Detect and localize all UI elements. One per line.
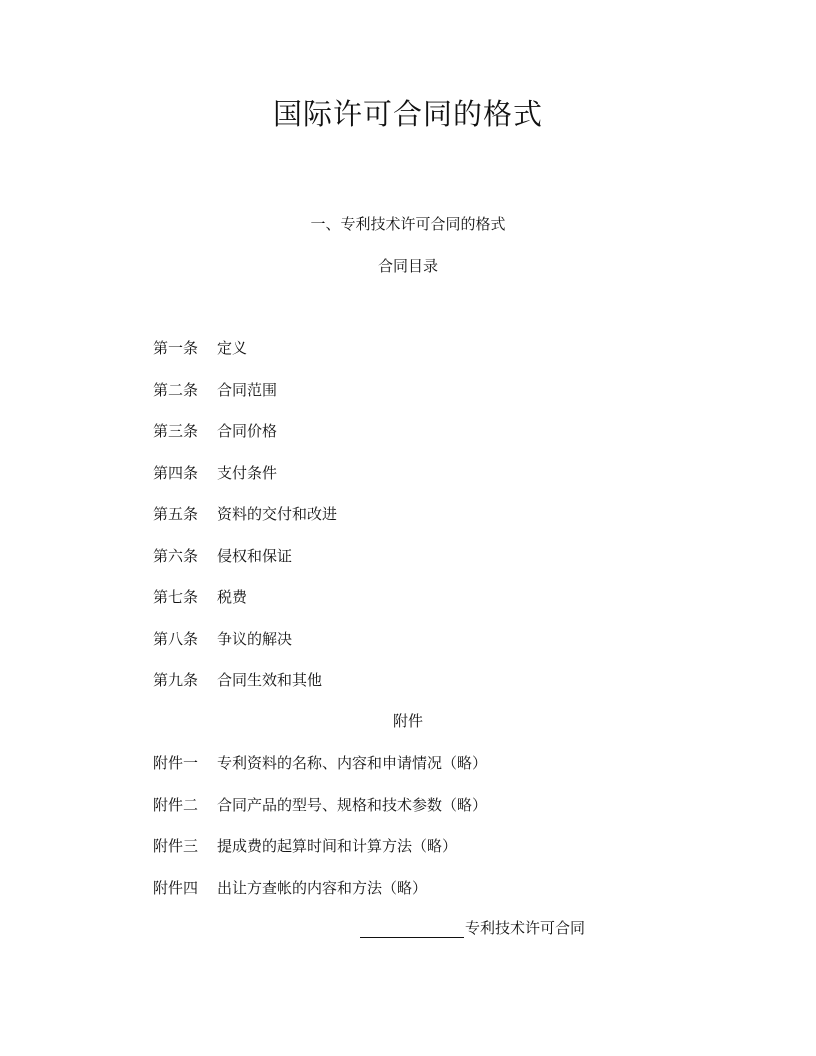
toc-item <box>153 420 713 462</box>
attachment-item <box>153 752 713 794</box>
toc-item <box>153 628 713 670</box>
toc-heading: 合同目录 <box>377 257 438 275</box>
toc-item-text: 定义 <box>217 339 248 357</box>
toc-item-number: 第二条 <box>153 380 199 399</box>
blank-underline <box>360 917 464 938</box>
toc-item-text: 合同范围 <box>217 380 278 399</box>
toc-item-number: 第三条 <box>153 422 199 440</box>
attachment-item <box>153 835 713 877</box>
toc-item <box>153 337 713 379</box>
toc-item-text: 税费 <box>217 588 248 606</box>
attachment-text: 提成费的起算时间和计算方法（略） <box>217 837 458 855</box>
contract-table-of-contents <box>153 337 713 711</box>
document-title: 国际许可合同的格式 <box>272 97 543 131</box>
toc-item-number: 第七条 <box>153 588 199 606</box>
toc-item-text: 资料的交付和改进 <box>217 505 338 523</box>
toc-item-number: 第八条 <box>153 629 199 648</box>
toc-item <box>153 545 713 587</box>
toc-item-text: 支付条件 <box>217 463 278 482</box>
toc-item-number: 第六条 <box>153 546 199 565</box>
toc-item <box>153 503 713 545</box>
attachments-heading: 附件 <box>392 712 423 730</box>
toc-item <box>153 462 713 504</box>
toc-item-number: 第一条 <box>153 339 199 357</box>
toc-item <box>153 586 713 628</box>
toc-item-number: 第五条 <box>153 505 199 523</box>
toc-item <box>153 379 713 421</box>
attachment-text: 出让方查帐的内容和方法（略） <box>217 878 428 897</box>
attachment-number: 附件二 <box>153 795 199 814</box>
attachment-number: 附件三 <box>153 837 199 855</box>
section-subtitle: 一、专利技术许可合同的格式 <box>310 215 506 233</box>
toc-item-text: 合同价格 <box>217 422 278 440</box>
contract-name-line <box>360 917 585 939</box>
toc-item-text: 争议的解决 <box>217 629 293 648</box>
contract-name-suffix: 专利技术许可合同 <box>465 919 586 937</box>
attachment-item <box>153 794 713 836</box>
toc-item <box>153 669 713 711</box>
attachment-number: 附件四 <box>153 878 199 897</box>
toc-item-text: 合同生效和其他 <box>217 671 323 689</box>
toc-item-text: 侵权和保证 <box>217 546 293 565</box>
toc-item-number: 第九条 <box>153 671 199 689</box>
attachment-text: 合同产品的型号、规格和技术参数（略） <box>217 795 488 814</box>
toc-item-number: 第四条 <box>153 463 199 482</box>
attachment-number: 附件一 <box>153 754 199 772</box>
attachment-item <box>153 877 713 919</box>
attachment-text: 专利资料的名称、内容和申请情况（略） <box>217 754 488 772</box>
attachments-list <box>153 752 713 918</box>
